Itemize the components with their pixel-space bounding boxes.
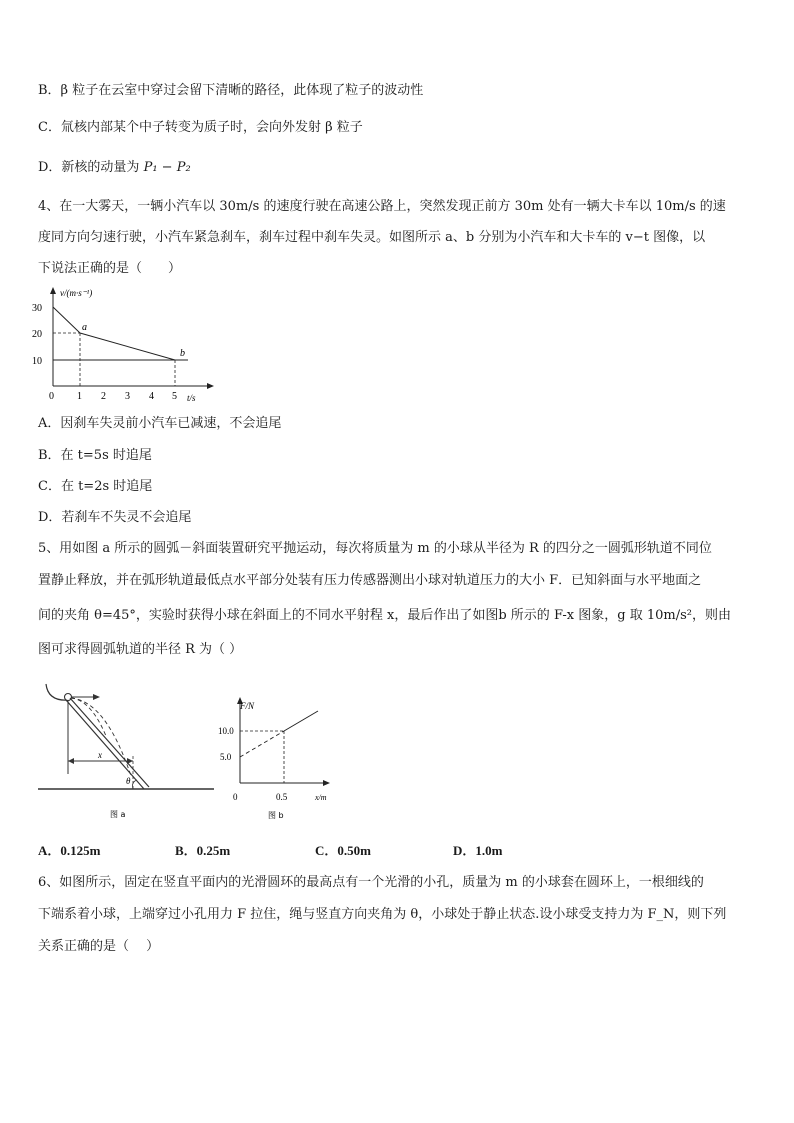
q3-option-b: B．β 粒子在云室中穿过会留下清晰的路径，此体现了粒子的波动性: [38, 83, 424, 98]
q5-option-c: C．0.50m: [315, 843, 371, 858]
q4-graph-label-a: a: [82, 322, 87, 333]
q5-fig-a-caption: 图 a: [110, 810, 126, 819]
q5-stem-line2: 置静止释放，并在弧形轨道最低点水平部分处装有压力传感器测出小球对轨道压力的大小 F．已知斜面与水平地面之: [38, 573, 702, 588]
q4-graph-xtick-2: 2: [101, 391, 106, 402]
q6-stem-line2: 下端系着小球，上端穿过小孔用力 F 拉住，绳与竖直方向夹角为 θ，小球处于静止状态.设小球受支持力为 F_N，则下列: [38, 907, 727, 922]
q4-stem-line3: 下说法正确的是（ ）: [38, 261, 182, 276]
q3-option-d-formula: P₁ − P₂: [143, 160, 191, 175]
q5-option-d: D．1.0m: [453, 843, 503, 858]
q4-graph-label-b: b: [180, 348, 185, 359]
q5-fig-b-xtick-05: 0.5: [276, 792, 288, 802]
q4-graph-ytick-20: 20: [32, 329, 42, 340]
q4-stem-line1: 4、在一大雾天，一辆小汽车以 30m/s 的速度行驶在高速公路上，突然发现正前方 30m 处有一辆大卡车以 10m/s 的速: [38, 199, 726, 214]
q3-option-d-text: D．新核的动量为: [38, 160, 140, 175]
q4-option-a: A．因刹车失灵前小汽车已减速，不会追尾: [38, 416, 282, 431]
q4-vt-graph: [30, 283, 220, 408]
q5-fig-b-ytick-10: 10.0: [218, 726, 234, 736]
q4-option-d: D．若刹车不失灵不会追尾: [38, 510, 192, 525]
q4-graph-xtick-0: 0: [49, 391, 54, 402]
q6-stem-line1: 6、如图所示，固定在竖直平面内的光滑圆环的最高点有一个光滑的小孔，质量为 m 的小球套在圆环上，一根细线的: [38, 875, 704, 890]
q5-fig-a-x-label: x: [98, 750, 102, 760]
q5-stem-line4: 图可求得圆弧轨道的半径 R 为（ ）: [38, 642, 243, 657]
q4-graph-ylabel: v/(m·s⁻¹): [60, 288, 93, 298]
q5-fig-a-theta-label: θ: [126, 776, 131, 786]
q3-option-c: C．氚核内部某个中子转变为质子时，会向外发射 β 粒子: [38, 120, 363, 135]
q3-option-d: [38, 160, 191, 176]
q5-fig-b-xtick-0: 0: [233, 792, 238, 802]
q5-fig-b-ytick-5: 5.0: [220, 752, 232, 762]
q4-graph-xtick-3: 3: [125, 391, 130, 402]
q4-graph-xtick-5: 5: [172, 391, 177, 402]
q5-figure-b: [218, 690, 338, 825]
q5-fig-b-caption: 图 b: [268, 811, 284, 820]
q4-option-c: C．在 t=2s 时追尾: [38, 479, 153, 494]
q5-stem-line3: 间的夹角 θ=45°，实验时获得小球在斜面上的不同水平射程 x，最后作出了如图b 所示的 F-x 图象，g 取 10m/s²，则由: [38, 608, 731, 623]
q4-graph-ytick-30: 30: [32, 303, 42, 314]
q5-stem-line1: 5、用如图 a 所示的圆弧－斜面装置研究平抛运动，每次将质量为 m 的小球从半径为 R 的四分之一圆弧形轨道不同位: [38, 541, 712, 556]
q6-stem-line3: 关系正确的是（ ）: [38, 939, 160, 954]
q5-fig-b-xlabel: x/m: [315, 793, 327, 802]
q4-option-b: B．在 t=5s 时追尾: [38, 448, 152, 463]
q5-option-b: B．0.25m: [175, 843, 231, 858]
q4-graph-xtick-4: 4: [149, 391, 154, 402]
q5-option-a: A．0.125m: [38, 843, 101, 858]
q4-graph-xtick-1: 1: [77, 391, 82, 402]
q5-figure-a: [36, 676, 216, 826]
q4-graph-ytick-10: 10: [32, 356, 42, 367]
q4-graph-xlabel: t/s: [187, 393, 196, 403]
q4-stem-line2: 度同方向匀速行驶，小汽车紧急刹车，刹车过程中刹车失灵。如图所示 a、b 分别为小汽车和大卡车的 v−t 图像，以: [38, 230, 706, 245]
q5-fig-b-ylabel: F/N: [240, 701, 255, 711]
